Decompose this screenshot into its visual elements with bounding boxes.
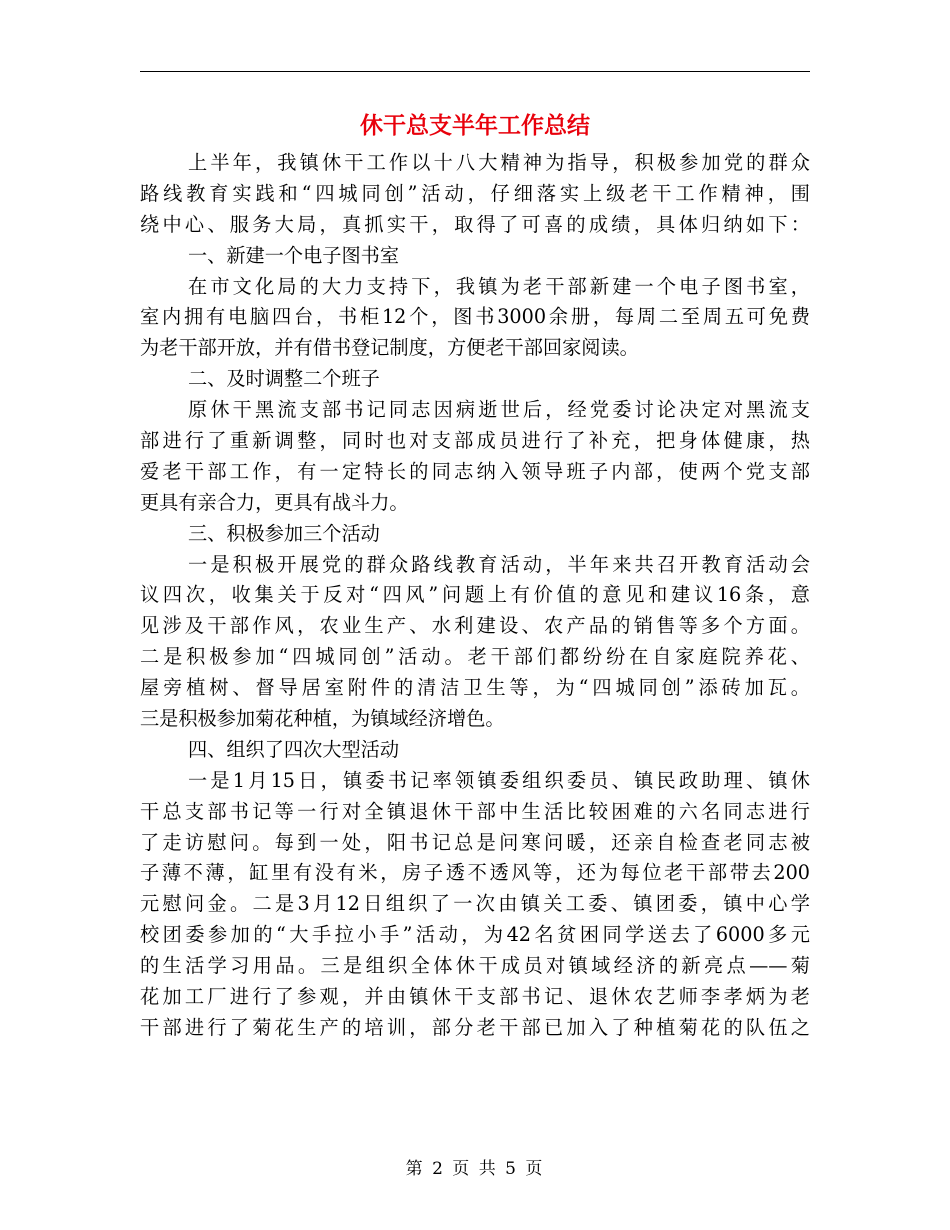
body-line: 二是积极参加“四城同创”活动。老干部们都纷纷在自家庭院养花、: [140, 645, 810, 669]
body-line: 一是1月15日，镇委书记率领镇委组织委员、镇民政助理、镇休: [188, 768, 810, 792]
body-line: 干部进行了菊花生产的培训，部分老干部已加入了种植菊花的队伍之: [140, 1015, 810, 1039]
body-line: 元慰问金。二是3月12日组织了一次由镇关工委、镇团委，镇中心学: [140, 892, 810, 916]
body-line: 干总支部书记等一行对全镇退休干部中生活比较困难的六名同志进行: [140, 799, 810, 823]
document-body: [140, 148, 810, 1044]
page-number-footer: 第 2 页 共 5 页: [405, 1159, 545, 1179]
body-line: 见涉及干部作风，农业生产、水利建设、农产品的销售等多个方面。: [140, 614, 810, 638]
body-line: 绕中心、服务大局，真抓实干，取得了可喜的成绩，具体归纳如下：: [140, 212, 810, 236]
section-heading: 三、积极参加三个活动: [188, 521, 380, 545]
body-line: 花加工厂进行了参观，并由镇休干支部书记、退休农艺师李孝炳为老: [140, 985, 810, 1009]
body-line: 校团委参加的“大手拉小手”活动，为42名贫困同学送去了6000多元: [140, 923, 810, 947]
body-line: 屋旁植树、督导居室附件的清洁卫生等，为“四城同创”添砖加瓦。: [140, 676, 810, 700]
body-line: 子薄不薄，缸里有没有米，房子透不透风等，还为每位老干部带去200: [140, 861, 810, 885]
body-line: 一是积极开展党的群众路线教育活动，半年来共召开教育活动会: [188, 552, 810, 576]
body-line: 部进行了重新调整，同时也对支部成员进行了补充，把身体健康，热: [140, 429, 810, 453]
body-line: 议四次，收集关于反对“四风”问题上有价值的意见和建议16条，意: [140, 583, 810, 607]
document-title: 休干总支半年工作总结: [360, 113, 590, 139]
body-line: 了走访慰问。每到一处，阳书记总是问寒问暖，还亲自检查老同志被: [140, 830, 810, 854]
header-rule: [140, 71, 810, 72]
body-line: 更具有亲合力，更具有战斗力。: [140, 490, 409, 514]
body-line: 为老干部开放，并有借书登记制度，方便老干部回家阅读。: [140, 336, 639, 360]
body-line: 在市文化局的大力支持下，我镇为老干部新建一个电子图书室，: [188, 274, 810, 298]
body-line: 上半年，我镇休干工作以十八大精神为指导，积极参加党的群众: [188, 151, 810, 174]
body-line: 的生活学习用品。三是组织全体休干成员对镇域经济的新亮点——菊: [140, 954, 810, 978]
section-heading: 四、组织了四次大型活动: [188, 737, 400, 761]
body-line: 三是积极参加菊花种植，为镇域经济增色。: [140, 707, 505, 731]
body-line: 室内拥有电脑四台，书柜12个，图书3000余册，每周二至周五可免费: [140, 305, 810, 329]
body-line: 爱老干部工作，有一定特长的同志纳入领导班子内部，使两个党支部: [140, 459, 810, 483]
section-heading: 一、新建一个电子图书室: [188, 243, 400, 267]
body-line: 原休干黑流支部书记同志因病逝世后，经党委讨论决定对黑流支: [188, 398, 810, 422]
body-line: 路线教育实践和“四城同创”活动，仔细落实上级老干工作精神，围: [140, 181, 810, 205]
section-heading: 二、及时调整二个班子: [188, 367, 380, 391]
